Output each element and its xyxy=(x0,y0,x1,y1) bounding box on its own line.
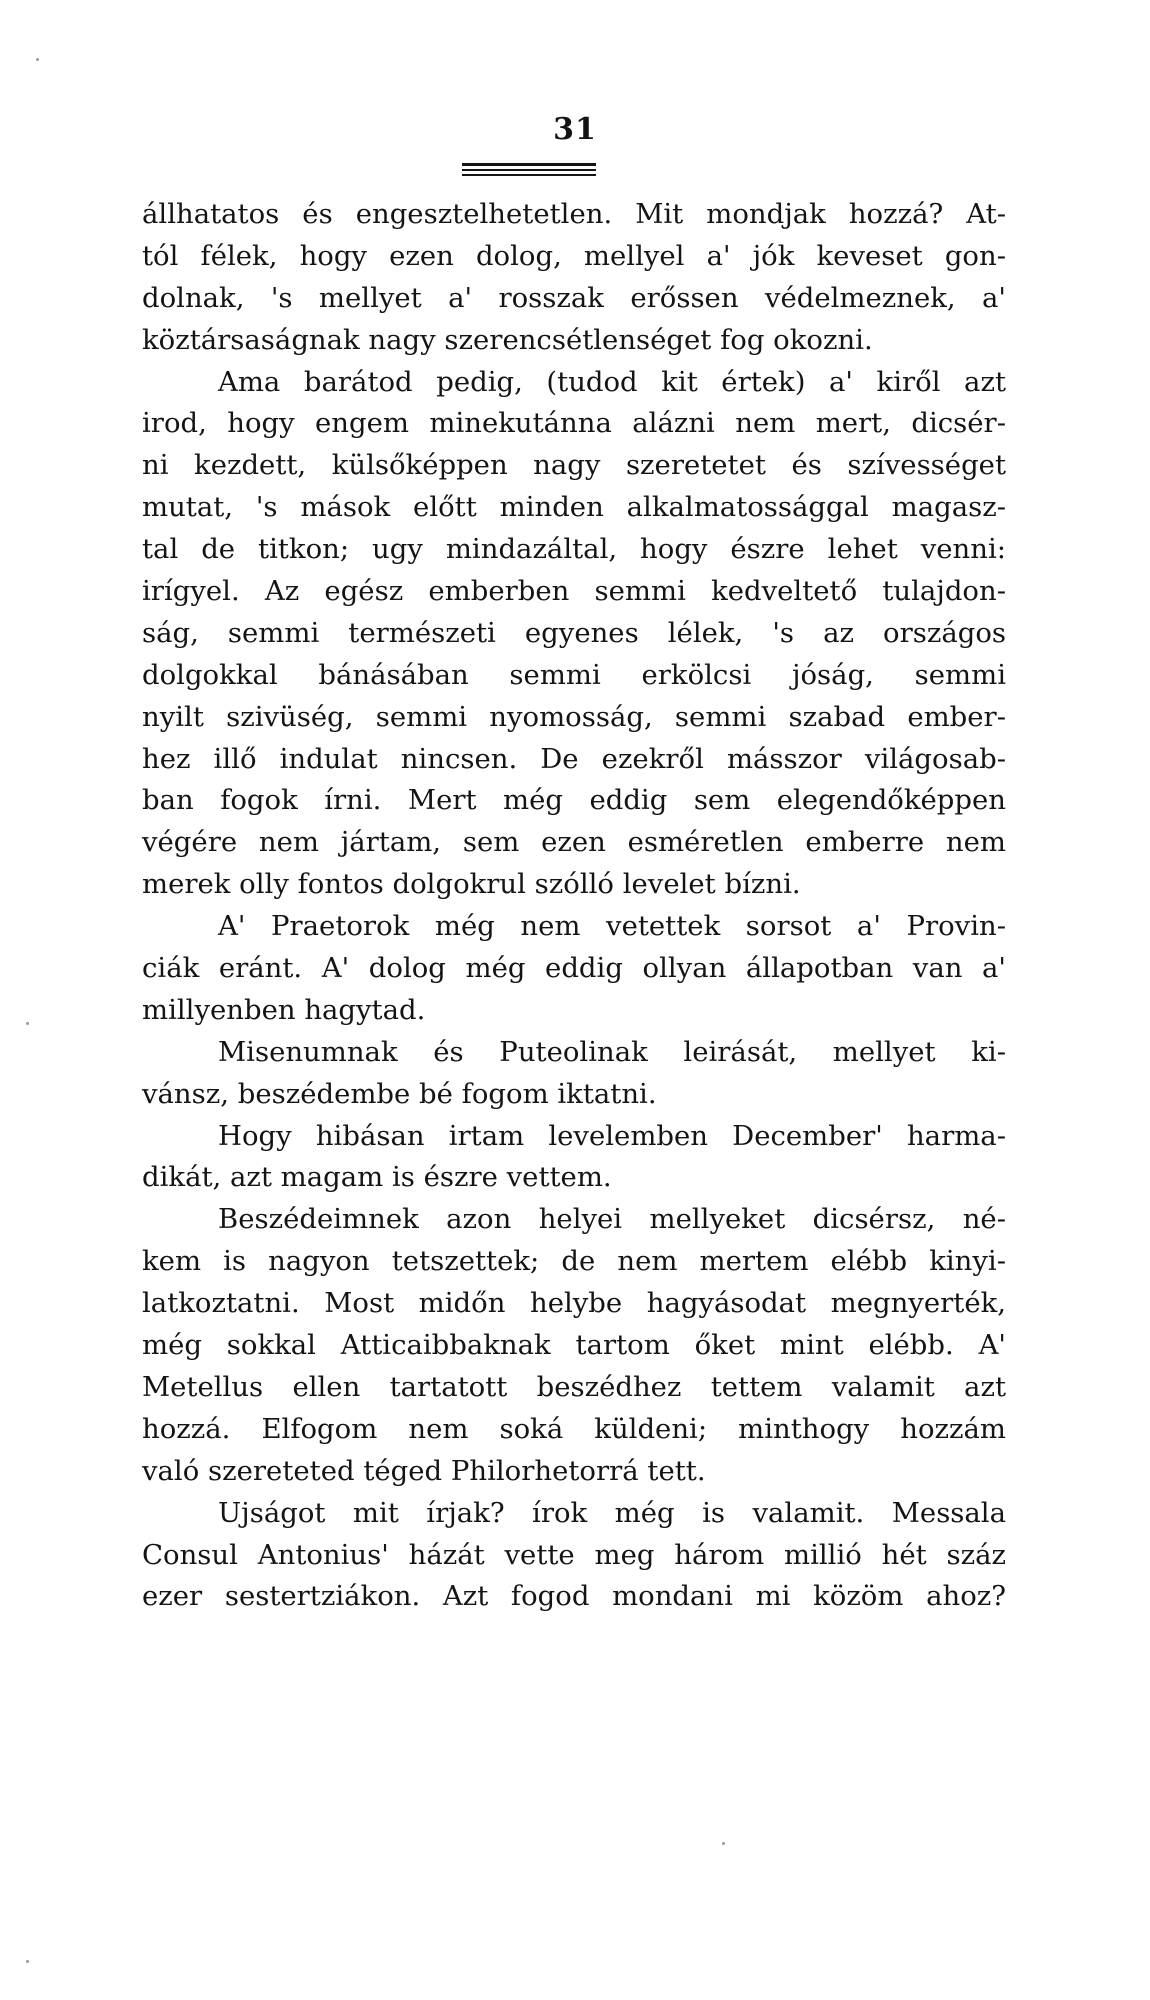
text-line: Ama barátod pedig, (tudod kit értek) a' kiről azt xyxy=(218,365,1006,398)
text-line: állhatatos és engesztelhetetlen. Mit mondjak hozzá? At- xyxy=(142,198,1006,230)
text-line: végére nem jártam, sem ezen esméretlen emberre nem xyxy=(142,826,1006,859)
text-line: ciák eránt. A' dolog még eddig ollyan állapotban van a' xyxy=(142,952,1006,985)
text-line: ni kezdett, külsőképpen nagy szeretetet és szívességet xyxy=(142,449,1006,482)
text-line: kem is nagyon tetszettek; de nem mertem elébb kinyi- xyxy=(142,1245,1006,1278)
text-line: vánsz, beszédembe bé fogom iktatni. xyxy=(142,1077,657,1110)
text-line: irígyel. Az egész emberben semmi kedveltető tulajdon- xyxy=(142,575,1006,608)
text-line: ság, semmi természeti egyenes lélek, 's az országos xyxy=(142,616,1006,649)
body-text xyxy=(142,194,1006,1618)
text-line: Consul Antonius' házát vette meg három millió hét száz xyxy=(142,1538,1006,1571)
text-line: Beszédeimnek azon helyei mellyeket dicsérsz, né- xyxy=(218,1203,1006,1236)
scan-speck xyxy=(26,1022,29,1025)
text-line: Misenumnak és Puteolinak leirását, mellyet ki- xyxy=(218,1035,1006,1068)
text-line: hez illő indulat nincsen. De ezekről másszor világosab- xyxy=(142,742,1006,775)
header-rule xyxy=(462,163,596,166)
text-line: ban fogok írni. Mert még eddig sem elegendőképpen xyxy=(142,784,1006,817)
text-line: ezer sestertziákon. Azt fogod mondani mi közöm ahoz? xyxy=(142,1580,1006,1613)
text-line: mutat, 's mások előtt minden alkalmatossággal magasz- xyxy=(142,491,1006,524)
text-line: millyenben hagytad. xyxy=(142,993,426,1026)
text-line: tal de titkon; ugy mindazáltal, hogy észre lehet venni: xyxy=(142,533,1006,566)
text-line: dolgokkal bánásában semmi erkölcsi jóság, semmi xyxy=(142,658,1006,691)
text-line: nyilt szivüség, semmi nyomosság, semmi szabad ember- xyxy=(142,700,1006,733)
text-line: tól félek, hogy ezen dolog, mellyel a' jók keveset gon- xyxy=(142,239,1006,272)
text-line: dolnak, 's mellyet a' rosszak erőssen védelmeznek, a' xyxy=(142,281,1006,314)
text-line: A' Praetorok még nem vetettek sorsot a' Provin- xyxy=(218,910,1006,943)
text-line: Metellus ellen tartatott beszédhez tettem valamit azt xyxy=(142,1370,1006,1403)
text-line: köztársaságnak nagy szerencsétlenséget fog okozni. xyxy=(142,323,873,356)
text-line: Hogy hibásan irtam levelemben December' harma- xyxy=(218,1119,1006,1152)
scan-speck xyxy=(26,1960,29,1963)
text-line: irod, hogy engem minekutánna alázni nem mert, dicsér- xyxy=(142,407,1006,440)
header-rule xyxy=(462,174,596,176)
header-rule xyxy=(462,169,596,171)
text-line: Ujságot mit írjak? írok még is valamit. Messala xyxy=(218,1496,1006,1529)
scan-speck xyxy=(722,1842,725,1845)
text-line: dikát, azt magam is észre vettem. xyxy=(142,1161,612,1194)
text-line: latkoztatni. Most midőn helybe hagyásodat megnyerték, xyxy=(142,1287,1006,1320)
text-line: hozzá. Elfogom nem soká küldeni; minthogy hozzám xyxy=(142,1412,1006,1445)
page-number: 31 xyxy=(553,112,597,147)
text-line: merek olly fontos dolgokrul szólló levelet bízni. xyxy=(142,868,801,901)
scan-speck xyxy=(36,58,39,61)
text-line: még sokkal Atticaibbaknak tartom őket mint elébb. A' xyxy=(142,1329,1006,1362)
text-line: való szereteted téged Philorhetorrá tett. xyxy=(142,1454,706,1487)
